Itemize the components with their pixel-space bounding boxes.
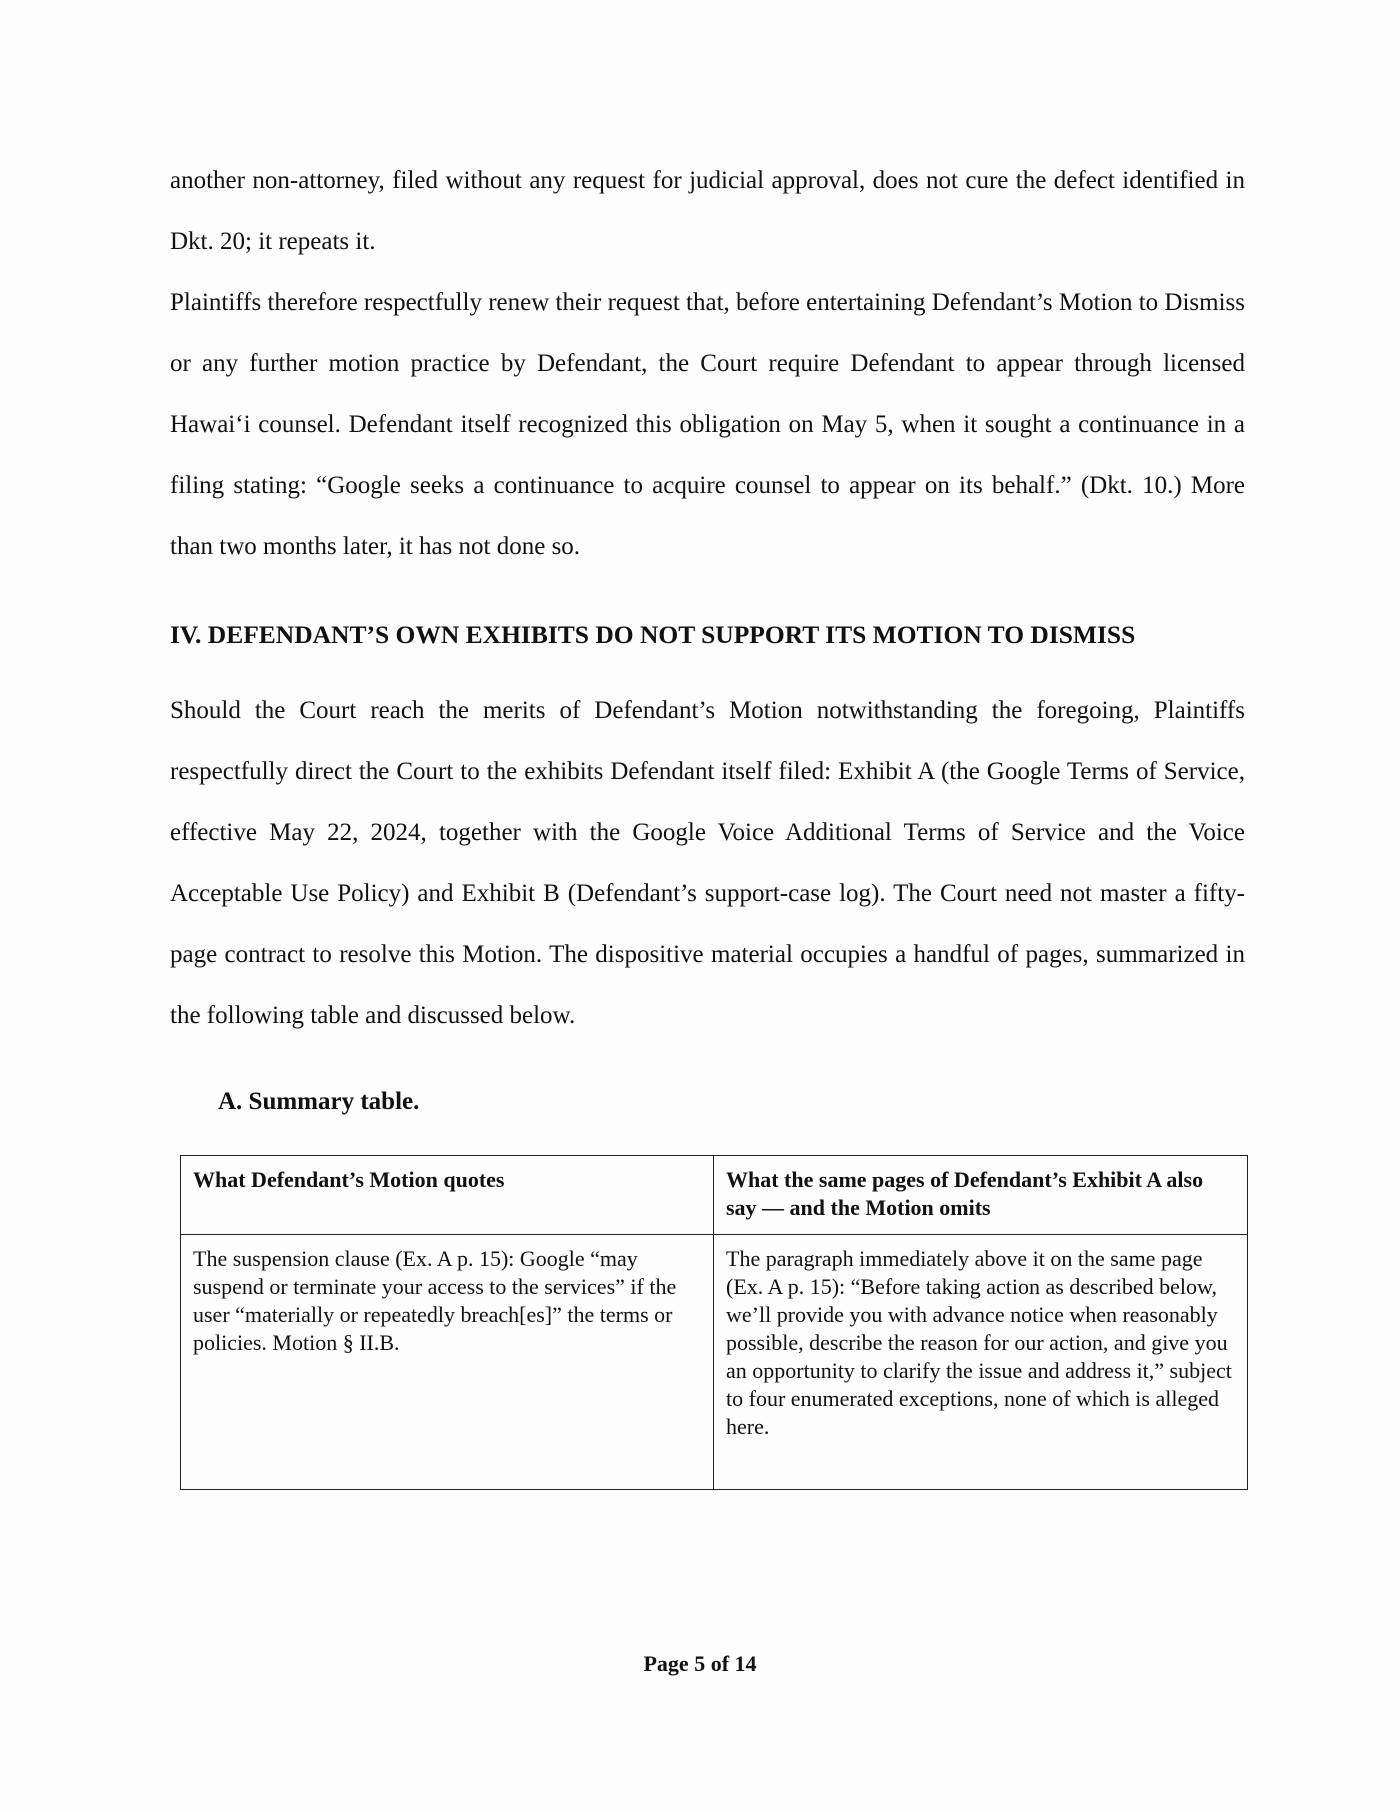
summary-table xyxy=(180,1155,1248,1490)
table-cell: The paragraph immediately above it on the same page (Ex. A p. 15): “Before taking action as described below, we’ll provide you with advance notice when reasonably possible, describe the reason for our action, and give you an opportunity to clarify the issue and address it,” subject to four enumerated exceptions, none of which is alleged here. xyxy=(714,1235,1248,1490)
body-paragraph: another non-attorney, filed without any request for judicial approval, does not cure the defect identified in Dkt. 20; it repeats it. xyxy=(170,167,1245,255)
page-number: Page 5 of 14 xyxy=(643,1651,757,1676)
table-cell: The suspension clause (Ex. A p. 15): Google “may suspend or terminate your access to the services” if the user “materially or repeatedly breach[es]” the terms or policies. Motion § II.B. xyxy=(181,1235,714,1490)
table-header-cell: What the same pages of Defendant’s Exhibit A also say — and the Motion omits xyxy=(714,1156,1248,1235)
subsection-heading: A. Summary table. xyxy=(218,1088,420,1115)
section-heading: IV. DEFENDANT’S OWN EXHIBITS DO NOT SUPPORT ITS MOTION TO DISMISS xyxy=(170,620,1136,649)
body-paragraph: Plaintiffs therefore respectfully renew their request that, before entertaining Defendant’s Motion to Dismiss or any further motion practice by Defendant, the Court require Defendant to appear through licensed Hawai‘i counsel. Defendant itself recognized this obligation on May 5, when it sought a continuance in a filing stating: “Google seeks a continuance to acquire counsel to appear on its behalf.” (Dkt. 10.) More than two months later, it has not done so. xyxy=(170,289,1245,560)
body-paragraph: Should the Court reach the merits of Defendant’s Motion notwithstanding the foregoing, Plaintiffs respectfully direct the Court to the exhibits Defendant itself filed: Exhibit A (the Google Terms of Service, effective May 22, 2024, together with the Google Voice Additional Terms of Service and the Voice Acceptable Use Policy) and Exhibit B (Defendant’s support-case log). The Court need not master a fifty-page contract to resolve this Motion. The dispositive material occupies a handful of pages, summarized in the following table and discussed below. xyxy=(170,697,1245,1029)
table-header-row xyxy=(181,1156,1248,1235)
table-row xyxy=(181,1235,1248,1490)
table-header-cell: What Defendant’s Motion quotes xyxy=(181,1156,714,1235)
